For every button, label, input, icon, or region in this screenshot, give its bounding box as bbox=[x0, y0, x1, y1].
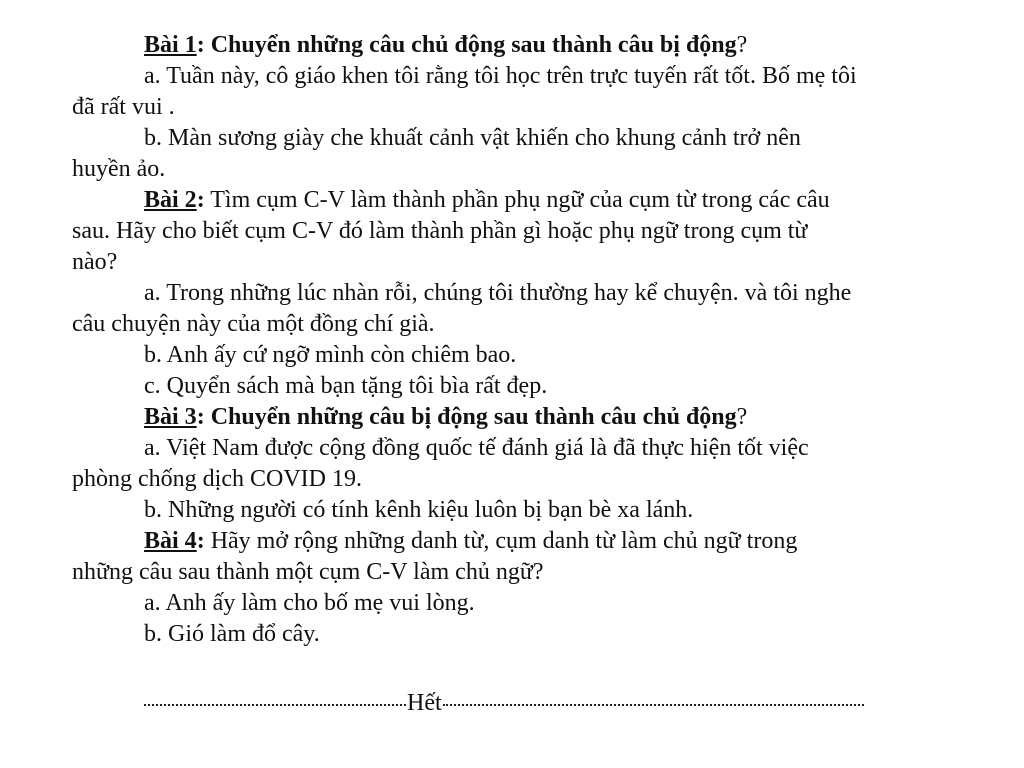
exercise-3-title: Chuyển những câu bị động sau thành câu chủ động bbox=[204, 404, 737, 430]
exercise-4-item-a: a. Anh ấy làm cho bố mẹ vui lòng. bbox=[144, 590, 475, 616]
dotted-leader-right bbox=[443, 704, 864, 706]
exercise-2-title: Tìm cụm C-V làm thành phần phụ ngữ của cụm từ trong các câu bbox=[204, 187, 830, 213]
exercise-3-item-a-cont: phòng chống dịch COVID 19. bbox=[72, 466, 362, 492]
exercise-3-label: Bài 3 bbox=[144, 404, 197, 430]
exercise-2-item-b: b. Anh ấy cứ ngỡ mình còn chiêm bao. bbox=[144, 342, 517, 368]
exercise-3-item-a: a. Việt Nam được cộng đồng quốc tế đánh giá là đã thực hiện tốt việc bbox=[144, 435, 809, 461]
document-body bbox=[72, 30, 962, 650]
exercise-2-item-a-cont: câu chuyện này của một đồng chí già. bbox=[72, 311, 435, 337]
exercise-1-title: Chuyển những câu chủ động sau thành câu bị động bbox=[204, 32, 737, 58]
exercise-2-item-c: c. Quyển sách mà bạn tặng tôi bìa rất đẹp. bbox=[144, 373, 548, 399]
exercise-2-label: Bài 2 bbox=[144, 187, 197, 213]
exercise-1-label: Bài 1 bbox=[144, 32, 197, 58]
end-marker bbox=[144, 690, 864, 717]
exercise-4-item-b: b. Gió làm đổ cây. bbox=[144, 621, 320, 647]
exercise-1-heading bbox=[72, 30, 962, 61]
exercise-2-item-a: a. Trong những lúc nhàn rỗi, chúng tôi thường hay kể chuyện. và tôi nghe bbox=[144, 280, 852, 306]
question-mark: ? bbox=[736, 32, 748, 58]
colon: : bbox=[196, 187, 205, 213]
exercise-3-heading bbox=[72, 402, 962, 433]
exercise-4-title-cont: những câu sau thành một cụm C-V làm chủ ngữ? bbox=[72, 559, 544, 585]
exercise-3-item-b: b. Những người có tính kênh kiệu luôn bị bạn bè xa lánh. bbox=[144, 497, 694, 523]
colon: : bbox=[196, 528, 205, 554]
exercise-4-label: Bài 4 bbox=[144, 528, 197, 554]
dotted-leader-left bbox=[144, 704, 406, 706]
exercise-4-heading bbox=[72, 526, 962, 557]
exercise-2-title-end: nào? bbox=[72, 249, 118, 275]
exercise-1-item-a-cont: đã rất vui . bbox=[72, 94, 175, 120]
exercise-2-heading bbox=[72, 185, 962, 216]
exercise-4-title: Hãy mở rộng những danh từ, cụm danh từ làm chủ ngữ trong bbox=[204, 528, 798, 554]
exercise-2-title-cont: sau. Hãy cho biết cụm C-V đó làm thành phần gì hoặc phụ ngữ trong cụm từ bbox=[72, 218, 808, 244]
colon: : bbox=[196, 32, 205, 58]
exercise-1-item-a: a. Tuần này, cô giáo khen tôi rằng tôi học trên trực tuyến rất tốt. Bố mẹ tôi bbox=[144, 63, 857, 89]
colon: : bbox=[196, 404, 205, 430]
exercise-1-item-b: b. Màn sương giày che khuất cảnh vật khiến cho khung cảnh trở nên bbox=[144, 125, 801, 151]
end-text: Hết bbox=[407, 690, 442, 716]
exercise-1-item-b-cont: huyền ảo. bbox=[72, 156, 166, 182]
question-mark: ? bbox=[736, 404, 748, 430]
